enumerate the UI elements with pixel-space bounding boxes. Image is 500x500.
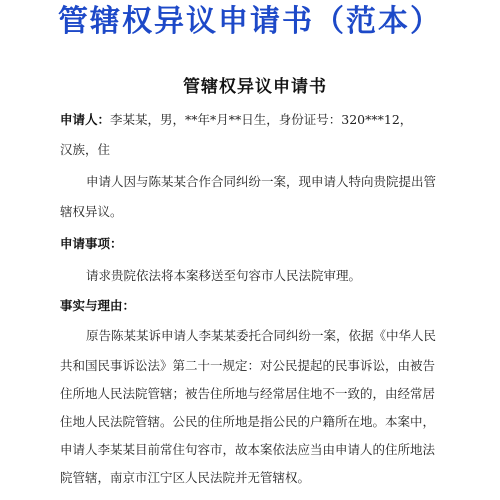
matters-heading: 申请事项： — [60, 236, 123, 251]
facts-line-4: 住地人民法院管辖。公民的住所地是指公民的户籍所在地。本案中， — [60, 414, 436, 429]
matters-line-1: 请求贵院依法将本案移送至句容市人民法院审理。 — [86, 268, 362, 283]
facts-line-3: 住所地人民法院管辖；被告住所地与经常居住地不一致的，由经常居 — [60, 386, 436, 401]
applicant-line-2: 汉族，住 — [60, 142, 111, 157]
facts-line-5: 申请人李某某目前常住句容市，故本案依法应当由申请人的住所地法 — [60, 442, 436, 457]
intro-line-1: 申请人因与陈某某合作合同纠纷一案，现申请人特向贵院提出管 — [86, 174, 437, 189]
facts-line-2: 共和国民事诉讼法》第二十一规定：对公民提起的民事诉讼，由被告 — [60, 358, 436, 373]
banner — [0, 0, 500, 52]
facts-line-1: 原告陈某某诉申请人李某某委托合同纠纷一案，依据《中华人民 — [86, 328, 437, 343]
applicant-label: 申请人： — [60, 112, 111, 127]
document-page — [60, 52, 450, 500]
document-title: 管辖权异议申请书 — [183, 77, 327, 97]
facts-heading: 事实与理由： — [60, 298, 136, 313]
applicant-details: 李某某，男，**年*月**日生，身份证号：320***12， — [110, 112, 413, 127]
banner-title: 管辖权异议申请书（范本） — [58, 4, 442, 39]
intro-line-2: 辖权异议。 — [60, 204, 123, 219]
facts-line-6: 院管辖，南京市江宁区人民法院并无管辖权。 — [60, 470, 311, 485]
applicant-line — [60, 112, 450, 128]
